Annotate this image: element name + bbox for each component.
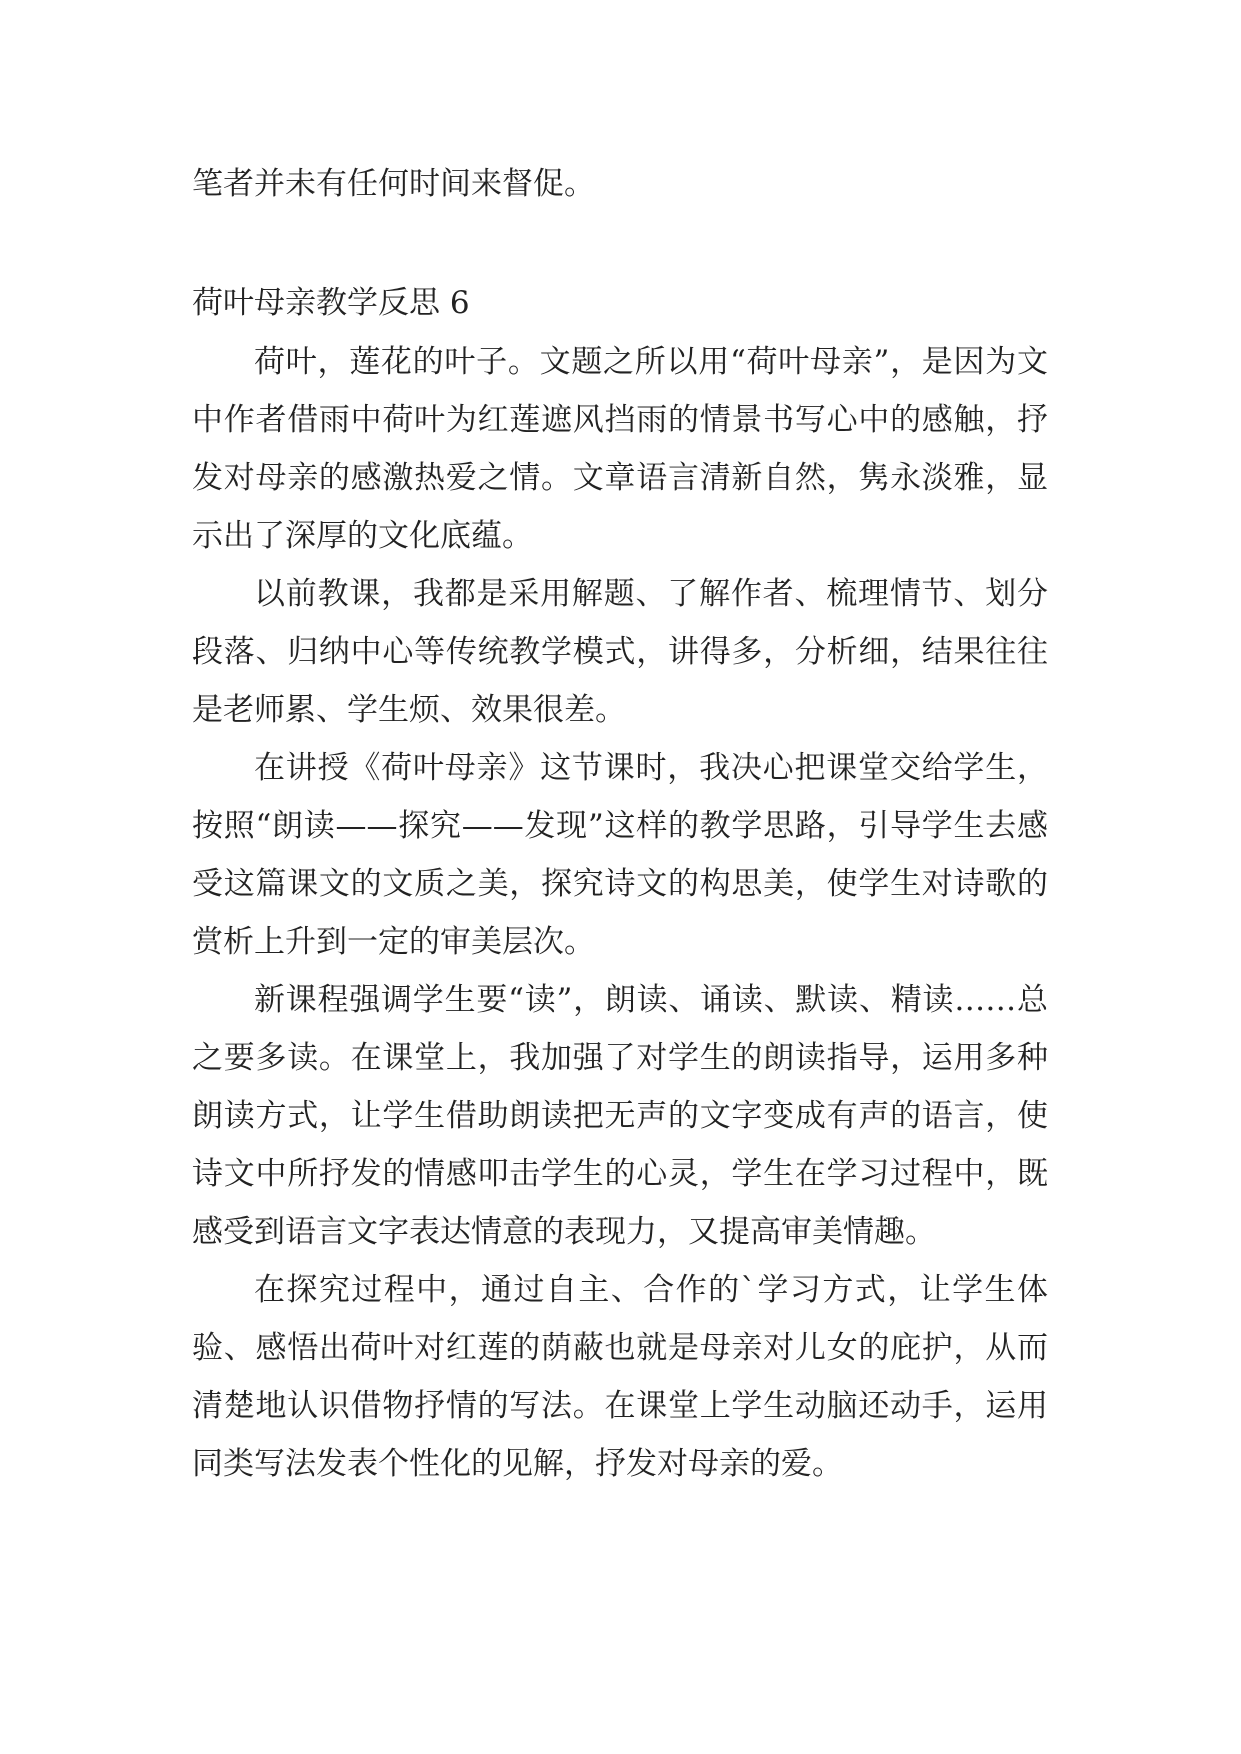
paragraph: 在讲授《荷叶母亲》这节课时，我决心把课堂交给学生，按照“朗读——探究——发现”这样的教学思路，引导学生去感受这篇课文的文质之美，探究诗文的构思美，使学生对诗歌的赏析上升到一定的审美层次。 xyxy=(192,750,1048,960)
paragraph: 新课程强调学生要“读”，朗读、诵读、默读、精读……总之要多读。在课堂上，我加强了对学生的朗读指导，运用多种朗读方式，让学生借助朗读把无声的文字变成有声的语言，使诗文中所抒发的情感叩击学生的心灵，学生在学习过程中，既感受到语言文字表达情意的表现力，又提高审美情趣。 xyxy=(192,982,1048,1250)
paragraph: 以前教课，我都是采用解题、了解作者、梳理情节、划分段落、归纳中心等传统教学模式，讲得多，分析细，结果往往是老师累、学生烦、效果很差。 xyxy=(192,576,1048,728)
paragraph: 荷叶，莲花的叶子。文题之所以用“荷叶母亲”，是因为文中作者借雨中荷叶为红莲遮风挡雨的情景书写心中的感触，抒发对母亲的感激热爱之情。文章语言清新自然，隽永淡雅，显示出了深厚的文化底蕴。 xyxy=(192,344,1048,554)
paragraph: 在探究过程中，通过自主、合作的`学习方式，让学生体验、感悟出荷叶对红莲的荫蔽也就是母亲对儿女的庇护，从而清楚地认识借物抒情的写法。在课堂上学生动脑还动手，运用同类写法发表个性化的见解，抒发对母亲的爱。 xyxy=(192,1272,1048,1482)
section-title: 荷叶母亲教学反思 6 xyxy=(192,285,470,321)
lead-line: 笔者并未有任何时间来督促。 xyxy=(192,166,595,202)
body-text xyxy=(192,333,1048,1493)
